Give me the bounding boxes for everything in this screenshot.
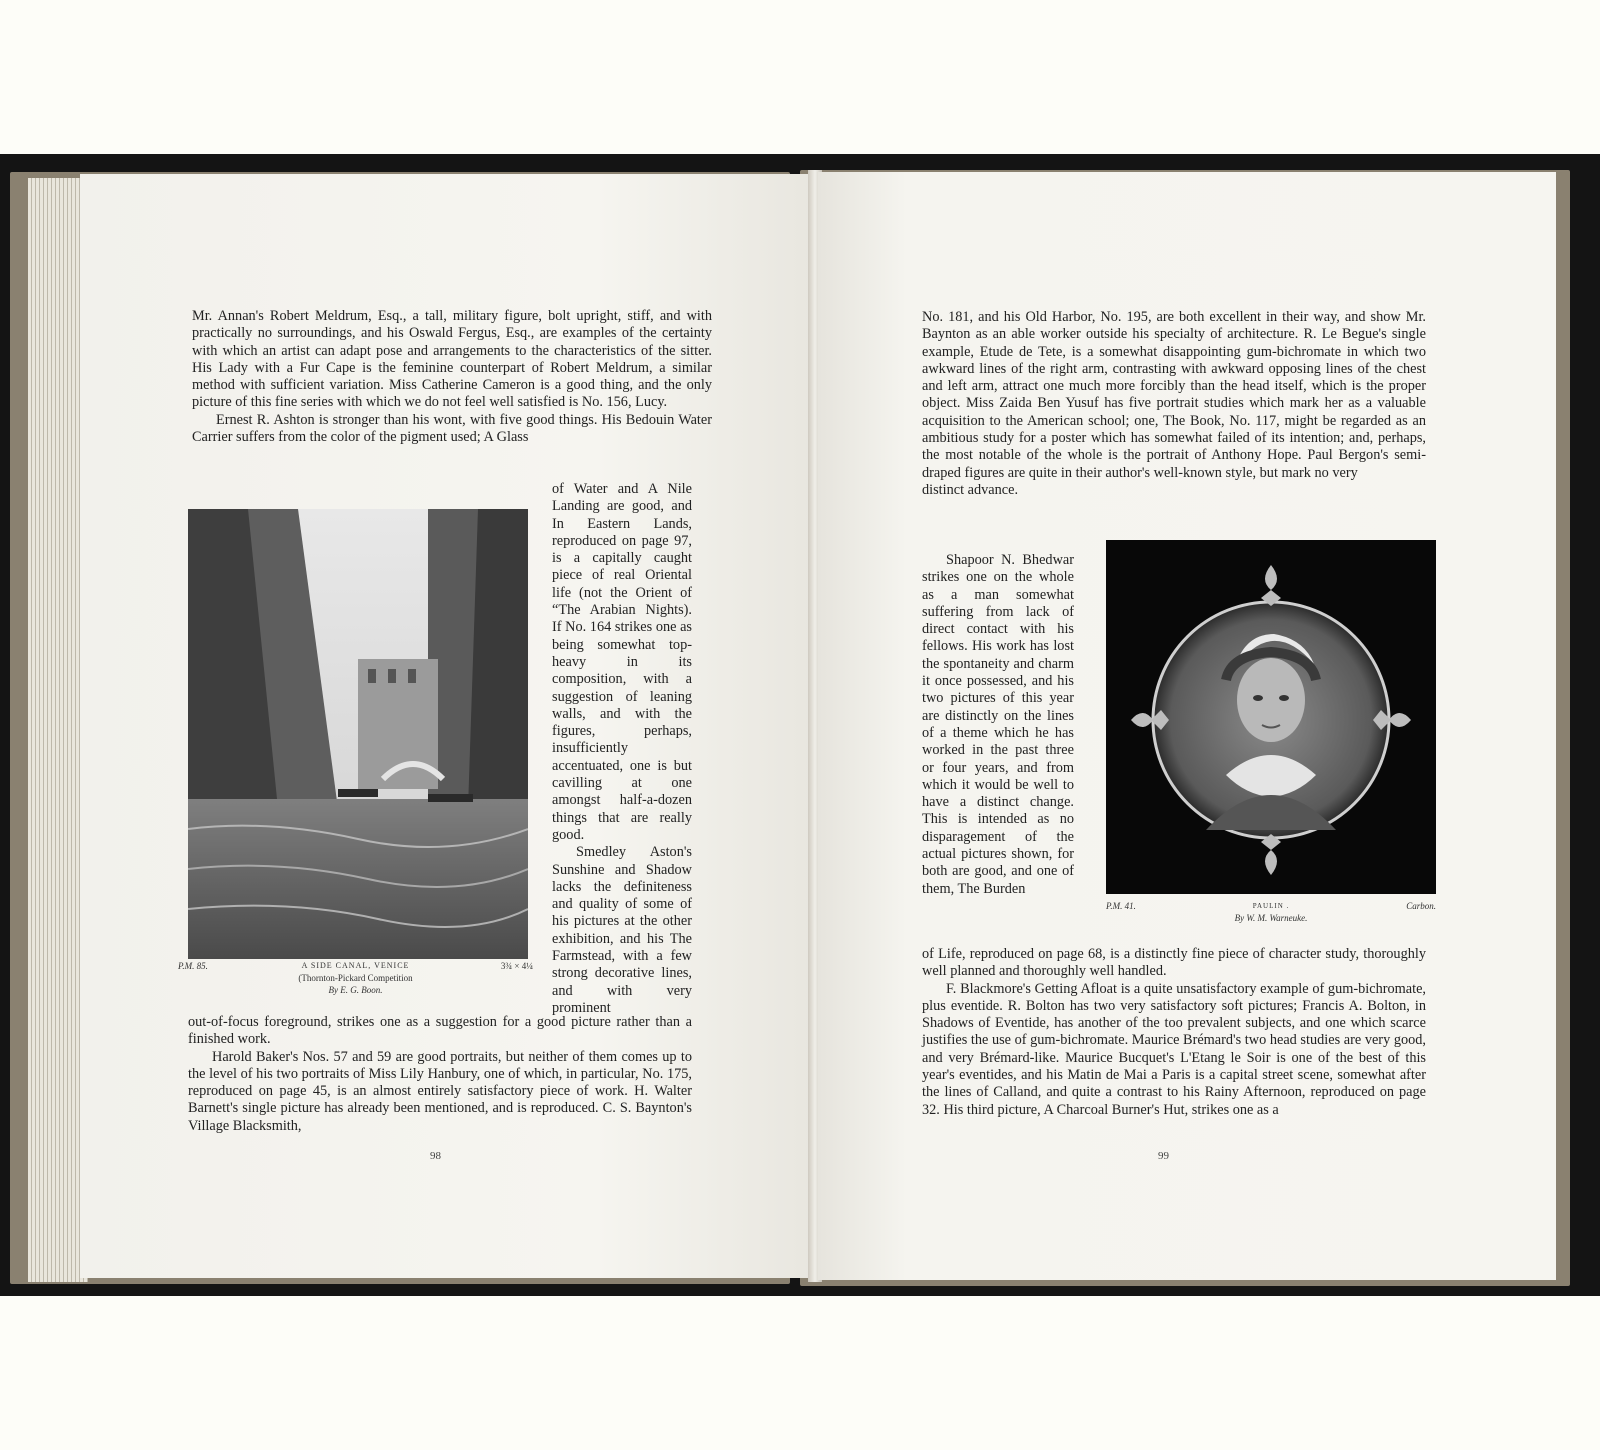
right-paragraph-3: F. Blackmore's Getting Afloat is a quite unsatisfactory example of gum-bichromate, plus eventide. R. Bolton has two very satisfactory soft pictures; Francis A. Bolton, in Shadows of Eventide, has another of the too prevalent subjects, and one which scarce justifies the use of gum-bichromate. Maurice Brémard's two head studies are very good, and very Brémard-like. Maurice Bucquet's L'Etang le Soir is one of the best of this year's eventides, and his Matin de Mai a Paris is a capital street scene, somewhat after the lines of Calland, and quite a contrast to his Rainy Afternoon, reproduced on page 32. His third picture, A Charcoal Burner's Hut, strikes one as a	[922, 980, 1426, 1118]
canal-caption	[178, 960, 533, 996]
left-text-top	[192, 308, 712, 446]
left-paragraph-3a: Smedley Aston's Sunshine and Shadow lacks the definiteness and quality of some of his pictures at the other exhibition, and his The Farmstead, with a few strong decorative lines, and with very prominent	[552, 844, 692, 1016]
right-paragraph-2b: of Life, reproduced on page 68, is a distinctly fine piece of character study, thoroughly well planned and thoroughly well handled.	[922, 946, 1426, 980]
canal-photo-image	[188, 509, 528, 959]
left-paragraph-3b: out-of-focus foreground, strikes one as a suggestion for a good picture rather than a finished work.	[188, 1014, 692, 1048]
left-text-bottom	[188, 1014, 692, 1135]
right-text-bottom	[922, 946, 1426, 1119]
left-page	[80, 174, 816, 1278]
portrait-process: Carbon.	[1406, 901, 1436, 911]
right-page	[818, 172, 1556, 1280]
canal-author: By E. G. Boon.	[328, 985, 383, 995]
canal-ref: P.M. 85.	[178, 961, 208, 971]
portrait-photo-image	[1106, 540, 1436, 894]
right-text-column	[922, 552, 1074, 898]
canal-photo	[188, 509, 528, 959]
right-page-number: 99	[1158, 1150, 1169, 1162]
portrait-photo	[1106, 540, 1436, 894]
right-paragraph-2a: Shapoor N. Bhedwar strikes one on the whole as a man somewhat suffering from lack of direct contact with his fellows. His work has lost the spontaneity and charm it once possessed, and his two pictures of this year are distinctly on the lines of a theme which he has worked in the past three or four years, and from which it would be well to have a distinct change. This is intended as no disparagement of the actual pictures shown, for both are good, and one of them, The Burden	[922, 552, 1074, 897]
portrait-caption	[1106, 900, 1436, 924]
right-paragraph-1: No. 181, and his Old Harbor, No. 195, are both excellent in their way, and show Mr. Baynton as an able worker outside his specialty of architecture. R. Le Begue's single example, Etude de Tete, is a somewhat disappointing gum-bichromate in which two awkward lines of the right arm, contrasting with awkward opposing lines of the chest and left arm, attract one much more forcibly than the head itself, which is the proper object. Miss Zaida Ben Yusuf has five portrait studies which mark her as a valuable acquisition to the American school; one, The Book, No. 117, might be regarded as an ambitious study for a poster which has somewhat failed of its intention; and, perhaps, the most notable of the whole is the portrait of Anthony Hope. Paul Bergon's semi-draped figures are quite in their author's well-known style, but mark no very	[922, 309, 1426, 481]
book-scan	[0, 154, 1600, 1296]
left-text-column	[552, 481, 692, 1017]
canal-title: A SIDE CANAL, VENICE	[301, 961, 410, 970]
canal-size: 3¾ × 4¼	[500, 961, 533, 971]
left-paragraph-2a: Ernest R. Ashton is stronger than his wont, with five good things. His Bedouin Water Carrier suffers from the color of the pigment used; A Glass	[192, 411, 712, 446]
portrait-ref: P.M. 41.	[1106, 901, 1136, 911]
right-paragraph-1-end: distinct advance.	[922, 481, 1019, 498]
left-page-number: 98	[430, 1150, 441, 1162]
portrait-author: By W. M. Warneuke.	[1234, 913, 1308, 923]
right-text-top	[922, 309, 1426, 499]
canal-competition: (Thornton-Pickard Competition	[298, 973, 413, 983]
left-paragraph-4: Harold Baker's Nos. 57 and 59 are good portraits, but neither of them comes up to the level of his two portraits of Miss Lily Hanbury, one of which, in particular, No. 175, reproduced on page 45, is an almost entirely satisfactory piece of work. H. Walter Barnett's single picture has already been mentioned, and is reproduced. C. S. Baynton's Village Blacksmith,	[188, 1048, 692, 1134]
left-paragraph-2b: of Water and A Nile Landing are good, and In Eastern Lands, reproduced on page 97, is a capitally caught piece of real Oriental life (not the Orient of “The Arabian Nights). If No. 164 strikes one as being somewhat top-heavy in its composition, with a suggestion of leaning walls, and with the figures, perhaps, insufficiently accentuated, one is but cavilling at one amongst half-a-dozen things that are really good.	[552, 481, 692, 843]
portrait-title: PAULIN .	[1252, 902, 1290, 910]
left-paragraph-1: Mr. Annan's Robert Meldrum, Esq., a tall, military figure, bolt upright, stiff, and with practically no surroundings, and his Oswald Fergus, Esq., are examples of the certainty with which an artist can adapt pose and arrangements to the characteristics of the sitter. His Lady with a Fur Cape is the feminine counterpart of Robert Meldrum, a similar method with sufficient variation. Miss Catherine Cameron is a good thing, and the only picture of this fine series with which we do not feel well satisfied is No. 156, Lucy.	[192, 308, 712, 411]
page-edges	[28, 178, 88, 1282]
